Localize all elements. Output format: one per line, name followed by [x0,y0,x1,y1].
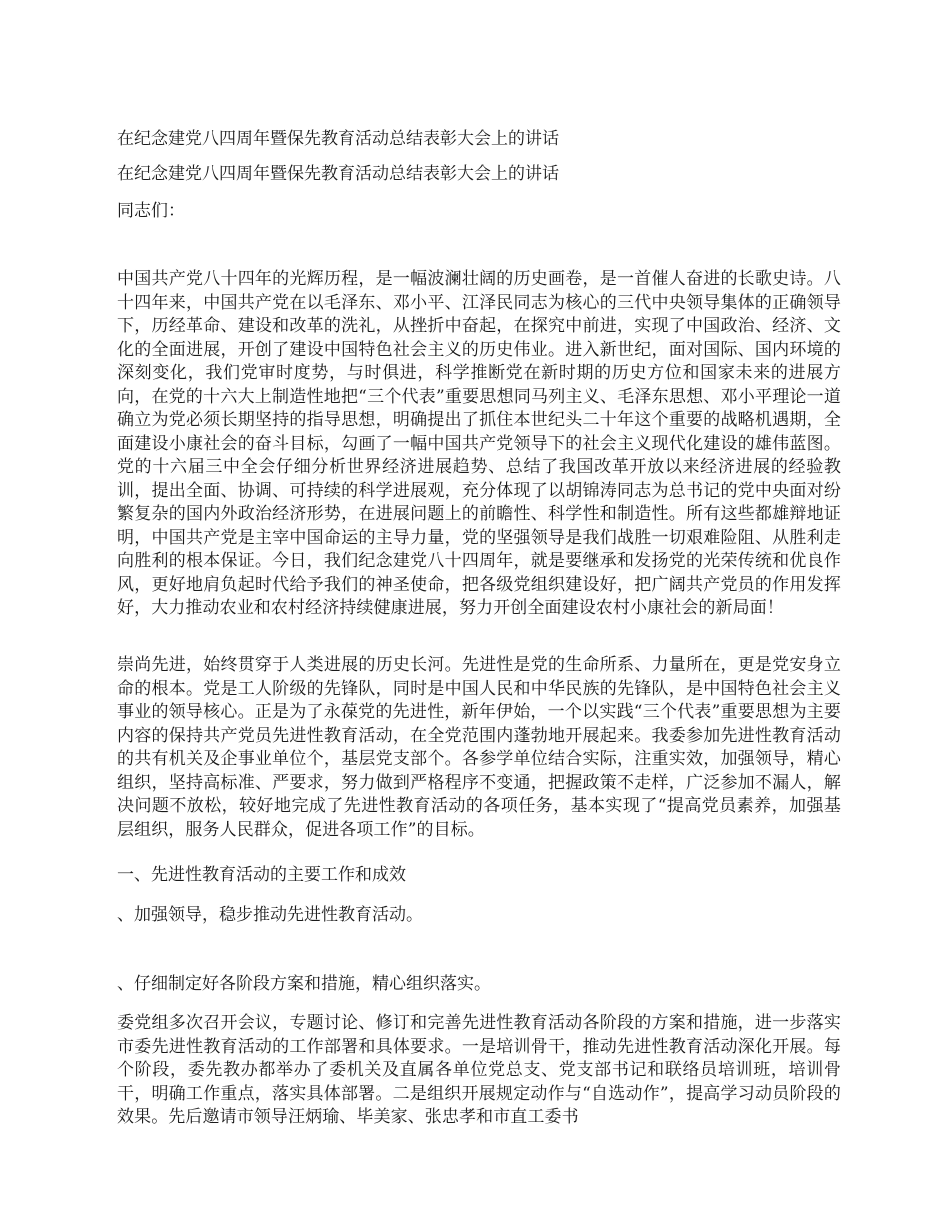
section-heading-3: 、仔细制定好各阶段方案和措施，精心组织落实。 [117,974,491,994]
section-heading-1: 一、先进性教育活动的主要工作和成效 [117,865,406,885]
salutation: 同志们： [117,201,185,221]
body-paragraph-2: 崇尚先进，始终贯穿于人类进展的历史长河。先进性是党的生命所系、力量所在，更是党安身立命的根本。党是工人阶级的先锋队，同时是中国人民和中华民族的先锋队，是中国特色社会主义事业的领导核心。正是为了永葆党的先进性，新年伊始，一个以实践“三个代表”重要思想为主要内容的保持共产党员先进性教育活动，在全党范围内蓬勃地开展起来。我委参加先进性教育活动的共有机关及企事业单位个，基层党支部个。各参学单位结合实际，注重实效，加强领导，精心组织，坚持高标准、严要求，努力做到严格程序不变通，把握政策不走样，广泛参加不漏人，解决问题不放松，较好地完成了先进性教育活动的各项任务，基本实现了“提高党员素养，加强基层组织，服务人民群众，促进各项工作”的目标。 [117,655,841,840]
document-subtitle: 在纪念建党八四周年暨保先教育活动总结表彰大会上的讲话 [117,164,559,184]
section-heading-2: 、加强领导，稳步推动先进性教育活动。 [117,905,423,925]
document-title: 在纪念建党八四周年暨保先教育活动总结表彰大会上的讲话 [117,129,559,149]
body-paragraph-3: 委党组多次召开会议，专题讨论、修订和完善先进性教育活动各阶段的方案和措施，进一步落实市委先进性教育活动的工作部署和具体要求。一是培训骨干，推动先进性教育活动深化开展。每个阶段，委先教办都举办了委机关及直属各单位党总支、党支部书记和联络员培训班，培训骨干，明确工作重点，落实具体部署。二是组织开展规定动作与“自选动作”，提高学习动员阶段的效果。先后邀请市领导汪炳瑜、毕美家、张忠孝和市直工委书 [117,1013,841,1127]
body-paragraph-1: 中国共产党八十四年的光辉历程，是一幅波澜壮阔的历史画卷，是一首催人奋进的长歌史诗。八十四年来，中国共产党在以毛泽东、邓小平、江泽民同志为核心的三代中央领导集体的正确领导下，历经革命、建设和改革的洗礼，从挫折中奋起，在探究中前进，实现了中国政治、经济、文化的全面进展，开创了建设中国特色社会主义的历史伟业。进入新世纪，面对国际、国内环境的深刻变化，我们党审时度势，与时俱进，科学推断党在新时期的历史方位和国家未来的进展方向，在党的十六大上制造性地把“三个代表”重要思想同马列主义、毛泽东思想、邓小平理论一道确立为党必须长期坚持的指导思想，明确提出了抓住本世纪头二十年这个重要的战略机遇期，全面建设小康社会的奋斗目标，勾画了一幅中国共产党领导下的社会主义现代化建设的雄伟蓝图。党的十六届三中全会仔细分析世界经济进展趋势、总结了我国改革开放以来经济进展的经验教训，提出全面、协调、可持续的科学进展观，充分体现了以胡锦涛同志为总书记的党中央面对纷繁复杂的国内外政治经济形势，在进展问题上的前瞻性、科学性和制造性。所有这些都雄辩地证明，中国共产党是主宰中国命运的主导力量，党的坚强领导是我们战胜一切艰难险阻、从胜利走向胜利的根本保证。今日，我们纪念建党八十四周年，就是要继承和发扬党的光荣传统和优良作风，更好地肩负起时代给予我们的神圣使命，把各级党组织建设好，把广阔共产党员的作用发挥好，大力推动农业和农村经济持续健康进展，努力开创全面建设农村小康社会的新局面！ [117,269,841,618]
